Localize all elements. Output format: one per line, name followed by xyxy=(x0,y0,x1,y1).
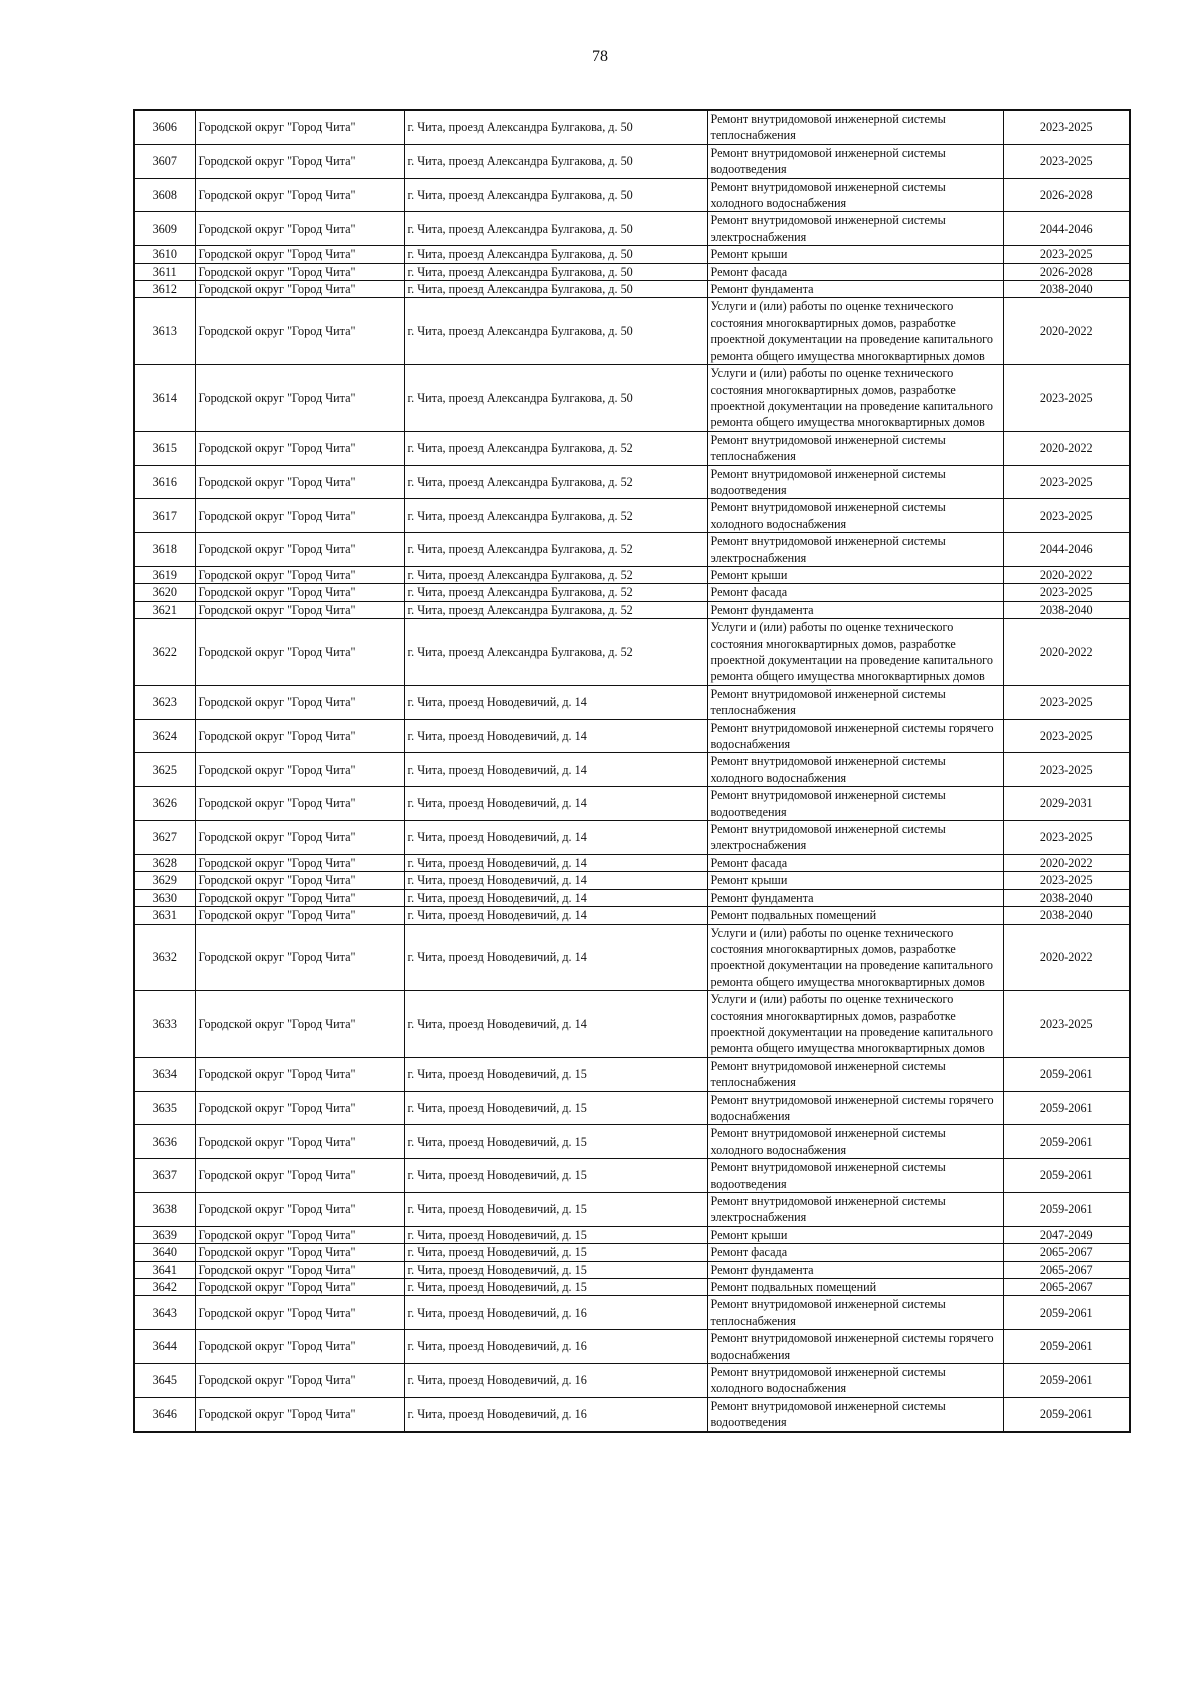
table-row xyxy=(134,1397,1130,1431)
cell-address: г. Чита, проезд Александра Булгакова, д. 50 xyxy=(404,144,707,178)
cell-address: г. Чита, проезд Александра Булгакова, д. 52 xyxy=(404,619,707,686)
cell-period: 2020-2022 xyxy=(1003,298,1130,365)
table-row xyxy=(134,365,1130,432)
cell-work-type: Ремонт подвальных помещений xyxy=(707,1279,1003,1296)
cell-number: 3614 xyxy=(134,365,195,432)
cell-address: г. Чита, проезд Новодевичий, д. 16 xyxy=(404,1296,707,1330)
table-row xyxy=(134,1296,1130,1330)
cell-number: 3615 xyxy=(134,431,195,465)
cell-period: 2023-2025 xyxy=(1003,719,1130,753)
cell-number: 3616 xyxy=(134,465,195,499)
table-row xyxy=(134,566,1130,583)
cell-address: г. Чита, проезд Александра Булгакова, д. 52 xyxy=(404,584,707,601)
cell-number: 3632 xyxy=(134,924,195,991)
cell-municipality: Городской округ "Город Чита" xyxy=(195,1330,404,1364)
cell-municipality: Городской округ "Город Чита" xyxy=(195,685,404,719)
table-row xyxy=(134,178,1130,212)
cell-period: 2023-2025 xyxy=(1003,753,1130,787)
cell-address: г. Чита, проезд Новодевичий, д. 15 xyxy=(404,1091,707,1125)
table-row xyxy=(134,533,1130,567)
table-row xyxy=(134,1193,1130,1227)
cell-number: 3629 xyxy=(134,872,195,889)
cell-number: 3618 xyxy=(134,533,195,567)
cell-work-type: Ремонт фасада xyxy=(707,854,1003,871)
cell-work-type: Ремонт фасада xyxy=(707,584,1003,601)
cell-address: г. Чита, проезд Новодевичий, д. 15 xyxy=(404,1244,707,1261)
cell-municipality: Городской округ "Город Чита" xyxy=(195,465,404,499)
cell-number: 3620 xyxy=(134,584,195,601)
cell-work-type: Ремонт внутридомовой инженерной системы горячего водоснабжения xyxy=(707,1091,1003,1125)
cell-municipality: Городской округ "Город Чита" xyxy=(195,1296,404,1330)
cell-municipality: Городской округ "Город Чита" xyxy=(195,1364,404,1398)
cell-work-type: Ремонт внутридомовой инженерной системы теплоснабжения xyxy=(707,1296,1003,1330)
cell-address: г. Чита, проезд Новодевичий, д. 14 xyxy=(404,821,707,855)
table-row xyxy=(134,212,1130,246)
cell-period: 2023-2025 xyxy=(1003,991,1130,1058)
cell-period: 2059-2061 xyxy=(1003,1397,1130,1431)
cell-municipality: Городской округ "Город Чита" xyxy=(195,821,404,855)
cell-number: 3623 xyxy=(134,685,195,719)
cell-address: г. Чита, проезд Александра Булгакова, д. 52 xyxy=(404,601,707,618)
cell-address: г. Чита, проезд Новодевичий, д. 14 xyxy=(404,787,707,821)
cell-period: 2023-2025 xyxy=(1003,872,1130,889)
cell-municipality: Городской округ "Город Чита" xyxy=(195,1279,404,1296)
cell-work-type: Ремонт внутридомовой инженерной системы холодного водоснабжения xyxy=(707,753,1003,787)
cell-municipality: Городской округ "Город Чита" xyxy=(195,1244,404,1261)
cell-municipality: Городской округ "Город Чита" xyxy=(195,1091,404,1125)
cell-period: 2059-2061 xyxy=(1003,1091,1130,1125)
cell-number: 3627 xyxy=(134,821,195,855)
cell-address: г. Чита, проезд Новодевичий, д. 15 xyxy=(404,1125,707,1159)
cell-work-type: Ремонт внутридомовой инженерной системы теплоснабжения xyxy=(707,110,1003,144)
cell-municipality: Городской округ "Город Чита" xyxy=(195,584,404,601)
cell-address: г. Чита, проезд Новодевичий, д. 14 xyxy=(404,991,707,1058)
cell-work-type: Ремонт внутридомовой инженерной системы водоотведения xyxy=(707,787,1003,821)
cell-municipality: Городской округ "Город Чита" xyxy=(195,178,404,212)
cell-number: 3609 xyxy=(134,212,195,246)
cell-address: г. Чита, проезд Новодевичий, д. 15 xyxy=(404,1279,707,1296)
cell-work-type: Ремонт крыши xyxy=(707,872,1003,889)
table-row xyxy=(134,144,1130,178)
cell-municipality: Городской округ "Город Чита" xyxy=(195,298,404,365)
cell-municipality: Городской округ "Город Чита" xyxy=(195,1057,404,1091)
cell-address: г. Чита, проезд Новодевичий, д. 14 xyxy=(404,889,707,906)
cell-municipality: Городской округ "Город Чита" xyxy=(195,1261,404,1278)
cell-period: 2038-2040 xyxy=(1003,889,1130,906)
cell-period: 2023-2025 xyxy=(1003,821,1130,855)
cell-number: 3619 xyxy=(134,566,195,583)
table-row xyxy=(134,991,1130,1058)
cell-work-type: Ремонт внутридомовой инженерной системы теплоснабжения xyxy=(707,1057,1003,1091)
table-row xyxy=(134,619,1130,686)
table-row xyxy=(134,821,1130,855)
cell-address: г. Чита, проезд Александра Булгакова, д. 52 xyxy=(404,431,707,465)
cell-municipality: Городской округ "Город Чита" xyxy=(195,1397,404,1431)
table-row xyxy=(134,1330,1130,1364)
cell-period: 2023-2025 xyxy=(1003,685,1130,719)
cell-address: г. Чита, проезд Александра Булгакова, д. 52 xyxy=(404,566,707,583)
cell-period: 2059-2061 xyxy=(1003,1296,1130,1330)
cell-work-type: Ремонт подвальных помещений xyxy=(707,907,1003,924)
cell-work-type: Ремонт внутридомовой инженерной системы электроснабжения xyxy=(707,212,1003,246)
cell-number: 3611 xyxy=(134,263,195,280)
table-row xyxy=(134,281,1130,298)
cell-period: 2038-2040 xyxy=(1003,601,1130,618)
cell-address: г. Чита, проезд Новодевичий, д. 14 xyxy=(404,854,707,871)
cell-work-type: Ремонт крыши xyxy=(707,566,1003,583)
table-row xyxy=(134,889,1130,906)
cell-address: г. Чита, проезд Александра Булгакова, д. 50 xyxy=(404,110,707,144)
cell-municipality: Городской округ "Город Чита" xyxy=(195,263,404,280)
cell-work-type: Ремонт фасада xyxy=(707,1244,1003,1261)
cell-address: г. Чита, проезд Александра Булгакова, д. 50 xyxy=(404,246,707,263)
cell-municipality: Городской округ "Город Чита" xyxy=(195,110,404,144)
cell-municipality: Городской округ "Город Чита" xyxy=(195,431,404,465)
cell-number: 3637 xyxy=(134,1159,195,1193)
cell-work-type: Ремонт фундамента xyxy=(707,1261,1003,1278)
table-row xyxy=(134,1057,1130,1091)
table-row xyxy=(134,1091,1130,1125)
cell-number: 3639 xyxy=(134,1226,195,1243)
cell-period: 2023-2025 xyxy=(1003,110,1130,144)
cell-work-type: Ремонт внутридомовой инженерной системы горячего водоснабжения xyxy=(707,1330,1003,1364)
cell-period: 2023-2025 xyxy=(1003,246,1130,263)
cell-number: 3638 xyxy=(134,1193,195,1227)
cell-number: 3628 xyxy=(134,854,195,871)
table-row xyxy=(134,753,1130,787)
cell-municipality: Городской округ "Город Чита" xyxy=(195,872,404,889)
cell-period: 2020-2022 xyxy=(1003,619,1130,686)
cell-number: 3643 xyxy=(134,1296,195,1330)
cell-address: г. Чита, проезд Новодевичий, д. 14 xyxy=(404,719,707,753)
cell-address: г. Чита, проезд Александра Булгакова, д. 52 xyxy=(404,499,707,533)
cell-period: 2059-2061 xyxy=(1003,1159,1130,1193)
cell-period: 2020-2022 xyxy=(1003,566,1130,583)
table-row xyxy=(134,1279,1130,1296)
cell-number: 3626 xyxy=(134,787,195,821)
cell-work-type: Услуги и (или) работы по оценке технического состояния многоквартирных домов, разработке проектной документации на проведение капитального ремонта общего имущества многоквартирных домов xyxy=(707,991,1003,1058)
table-row xyxy=(134,431,1130,465)
table-row xyxy=(134,263,1130,280)
cell-period: 2038-2040 xyxy=(1003,281,1130,298)
cell-municipality: Городской округ "Город Чита" xyxy=(195,281,404,298)
cell-period: 2026-2028 xyxy=(1003,178,1130,212)
cell-municipality: Городской округ "Город Чита" xyxy=(195,854,404,871)
cell-municipality: Городской округ "Город Чита" xyxy=(195,1125,404,1159)
cell-work-type: Ремонт фундамента xyxy=(707,601,1003,618)
cell-number: 3635 xyxy=(134,1091,195,1125)
cell-period: 2065-2067 xyxy=(1003,1261,1130,1278)
cell-municipality: Городской округ "Город Чита" xyxy=(195,1159,404,1193)
cell-address: г. Чита, проезд Александра Булгакова, д. 50 xyxy=(404,298,707,365)
cell-number: 3606 xyxy=(134,110,195,144)
cell-address: г. Чита, проезд Новодевичий, д. 14 xyxy=(404,924,707,991)
cell-work-type: Ремонт внутридомовой инженерной системы холодного водоснабжения xyxy=(707,1364,1003,1398)
cell-work-type: Ремонт фасада xyxy=(707,263,1003,280)
cell-number: 3622 xyxy=(134,619,195,686)
table-row xyxy=(134,1261,1130,1278)
cell-work-type: Ремонт внутридомовой инженерной системы водоотведения xyxy=(707,144,1003,178)
cell-address: г. Чита, проезд Новодевичий, д. 14 xyxy=(404,753,707,787)
cell-address: г. Чита, проезд Новодевичий, д. 14 xyxy=(404,685,707,719)
cell-work-type: Ремонт фундамента xyxy=(707,889,1003,906)
cell-period: 2059-2061 xyxy=(1003,1193,1130,1227)
cell-period: 2029-2031 xyxy=(1003,787,1130,821)
table-row xyxy=(134,499,1130,533)
cell-period: 2059-2061 xyxy=(1003,1330,1130,1364)
cell-municipality: Городской округ "Город Чита" xyxy=(195,499,404,533)
cell-municipality: Городской округ "Город Чита" xyxy=(195,601,404,618)
cell-period: 2020-2022 xyxy=(1003,854,1130,871)
cell-work-type: Услуги и (или) работы по оценке технического состояния многоквартирных домов, разработке проектной документации на проведение капитального ремонта общего имущества многоквартирных домов xyxy=(707,298,1003,365)
cell-address: г. Чита, проезд Новодевичий, д. 16 xyxy=(404,1397,707,1431)
cell-number: 3613 xyxy=(134,298,195,365)
cell-municipality: Городской округ "Город Чита" xyxy=(195,907,404,924)
cell-address: г. Чита, проезд Александра Булгакова, д. 50 xyxy=(404,281,707,298)
cell-work-type: Ремонт внутридомовой инженерной системы электроснабжения xyxy=(707,1193,1003,1227)
table-row xyxy=(134,1244,1130,1261)
cell-address: г. Чита, проезд Новодевичий, д. 15 xyxy=(404,1057,707,1091)
cell-municipality: Городской округ "Город Чита" xyxy=(195,566,404,583)
cell-address: г. Чита, проезд Новодевичий, д. 15 xyxy=(404,1226,707,1243)
cell-address: г. Чита, проезд Александра Булгакова, д. 52 xyxy=(404,465,707,499)
cell-number: 3621 xyxy=(134,601,195,618)
cell-period: 2047-2049 xyxy=(1003,1226,1130,1243)
cell-work-type: Ремонт внутридомовой инженерной системы теплоснабжения xyxy=(707,685,1003,719)
cell-period: 2065-2067 xyxy=(1003,1244,1130,1261)
table-body xyxy=(134,110,1130,1432)
cell-work-type: Ремонт внутридомовой инженерной системы холодного водоснабжения xyxy=(707,178,1003,212)
cell-number: 3644 xyxy=(134,1330,195,1364)
cell-work-type: Ремонт внутридомовой инженерной системы электроснабжения xyxy=(707,821,1003,855)
cell-work-type: Ремонт фундамента xyxy=(707,281,1003,298)
cell-period: 2059-2061 xyxy=(1003,1364,1130,1398)
cell-number: 3636 xyxy=(134,1125,195,1159)
cell-number: 3630 xyxy=(134,889,195,906)
page-number: 78 xyxy=(592,48,608,65)
table-row xyxy=(134,1364,1130,1398)
cell-number: 3634 xyxy=(134,1057,195,1091)
cell-work-type: Услуги и (или) работы по оценке технического состояния многоквартирных домов, разработке проектной документации на проведение капитального ремонта общего имущества многоквартирных домов xyxy=(707,924,1003,991)
table-row xyxy=(134,601,1130,618)
cell-number: 3612 xyxy=(134,281,195,298)
cell-period: 2020-2022 xyxy=(1003,924,1130,991)
cell-period: 2038-2040 xyxy=(1003,907,1130,924)
cell-period: 2026-2028 xyxy=(1003,263,1130,280)
cell-number: 3624 xyxy=(134,719,195,753)
cell-number: 3617 xyxy=(134,499,195,533)
table-row xyxy=(134,872,1130,889)
cell-work-type: Ремонт внутридомовой инженерной системы холодного водоснабжения xyxy=(707,499,1003,533)
cell-number: 3646 xyxy=(134,1397,195,1431)
cell-address: г. Чита, проезд Александра Булгакова, д. 50 xyxy=(404,263,707,280)
cell-number: 3641 xyxy=(134,1261,195,1278)
cell-municipality: Городской округ "Город Чита" xyxy=(195,991,404,1058)
cell-address: г. Чита, проезд Новодевичий, д. 14 xyxy=(404,907,707,924)
cell-municipality: Городской округ "Город Чита" xyxy=(195,924,404,991)
cell-number: 3633 xyxy=(134,991,195,1058)
cell-work-type: Ремонт крыши xyxy=(707,246,1003,263)
table-row xyxy=(134,787,1130,821)
cell-period: 2044-2046 xyxy=(1003,533,1130,567)
cell-period: 2023-2025 xyxy=(1003,584,1130,601)
cell-period: 2020-2022 xyxy=(1003,431,1130,465)
cell-address: г. Чита, проезд Александра Булгакова, д. 50 xyxy=(404,212,707,246)
table-row xyxy=(134,854,1130,871)
table-row xyxy=(134,924,1130,991)
cell-period: 2023-2025 xyxy=(1003,465,1130,499)
cell-municipality: Городской округ "Город Чита" xyxy=(195,533,404,567)
table-row xyxy=(134,1159,1130,1193)
cell-municipality: Городской округ "Город Чита" xyxy=(195,1226,404,1243)
cell-address: г. Чита, проезд Новодевичий, д. 15 xyxy=(404,1159,707,1193)
cell-municipality: Городской округ "Город Чита" xyxy=(195,719,404,753)
cell-municipality: Городской округ "Город Чита" xyxy=(195,144,404,178)
cell-address: г. Чита, проезд Новодевичий, д. 16 xyxy=(404,1330,707,1364)
cell-work-type: Ремонт внутридомовой инженерной системы холодного водоснабжения xyxy=(707,1125,1003,1159)
cell-address: г. Чита, проезд Александра Булгакова, д. 50 xyxy=(404,178,707,212)
cell-number: 3645 xyxy=(134,1364,195,1398)
table-row xyxy=(134,1125,1130,1159)
cell-municipality: Городской округ "Город Чита" xyxy=(195,1193,404,1227)
cell-address: г. Чита, проезд Новодевичий, д. 14 xyxy=(404,872,707,889)
cell-work-type: Услуги и (или) работы по оценке технического состояния многоквартирных домов, разработке проектной документации на проведение капитального ремонта общего имущества многоквартирных домов xyxy=(707,365,1003,432)
table-row xyxy=(134,1226,1130,1243)
cell-municipality: Городской округ "Город Чита" xyxy=(195,889,404,906)
cell-work-type: Ремонт внутридомовой инженерной системы водоотведения xyxy=(707,1397,1003,1431)
cell-number: 3625 xyxy=(134,753,195,787)
cell-address: г. Чита, проезд Новодевичий, д. 16 xyxy=(404,1364,707,1398)
cell-work-type: Услуги и (или) работы по оценке технического состояния многоквартирных домов, разработке проектной документации на проведение капитального ремонта общего имущества многоквартирных домов xyxy=(707,619,1003,686)
cell-number: 3631 xyxy=(134,907,195,924)
cell-municipality: Городской округ "Город Чита" xyxy=(195,212,404,246)
cell-address: г. Чита, проезд Александра Булгакова, д. 52 xyxy=(404,533,707,567)
cell-address: г. Чита, проезд Александра Булгакова, д. 50 xyxy=(404,365,707,432)
cell-work-type: Ремонт внутридомовой инженерной системы водоотведения xyxy=(707,1159,1003,1193)
cell-municipality: Городской округ "Город Чита" xyxy=(195,753,404,787)
cell-number: 3642 xyxy=(134,1279,195,1296)
table-row xyxy=(134,298,1130,365)
table-row xyxy=(134,584,1130,601)
table-row xyxy=(134,246,1130,263)
table-row xyxy=(134,685,1130,719)
table-row xyxy=(134,110,1130,144)
cell-municipality: Городской округ "Город Чита" xyxy=(195,246,404,263)
capital-repair-table xyxy=(133,109,1131,1433)
cell-period: 2065-2067 xyxy=(1003,1279,1130,1296)
cell-period: 2023-2025 xyxy=(1003,144,1130,178)
cell-work-type: Ремонт внутридомовой инженерной системы горячего водоснабжения xyxy=(707,719,1003,753)
cell-municipality: Городской округ "Город Чита" xyxy=(195,787,404,821)
cell-period: 2059-2061 xyxy=(1003,1057,1130,1091)
cell-municipality: Городской округ "Город Чита" xyxy=(195,365,404,432)
cell-work-type: Ремонт внутридомовой инженерной системы электроснабжения xyxy=(707,533,1003,567)
cell-number: 3610 xyxy=(134,246,195,263)
cell-period: 2059-2061 xyxy=(1003,1125,1130,1159)
cell-number: 3608 xyxy=(134,178,195,212)
table-row xyxy=(134,719,1130,753)
cell-address: г. Чита, проезд Новодевичий, д. 15 xyxy=(404,1261,707,1278)
cell-work-type: Ремонт внутридомовой инженерной системы теплоснабжения xyxy=(707,431,1003,465)
cell-work-type: Ремонт крыши xyxy=(707,1226,1003,1243)
cell-period: 2044-2046 xyxy=(1003,212,1130,246)
table-row xyxy=(134,907,1130,924)
cell-period: 2023-2025 xyxy=(1003,499,1130,533)
cell-period: 2023-2025 xyxy=(1003,365,1130,432)
table-row xyxy=(134,465,1130,499)
cell-work-type: Ремонт внутридомовой инженерной системы водоотведения xyxy=(707,465,1003,499)
cell-number: 3607 xyxy=(134,144,195,178)
cell-number: 3640 xyxy=(134,1244,195,1261)
cell-address: г. Чита, проезд Новодевичий, д. 15 xyxy=(404,1193,707,1227)
cell-municipality: Городской округ "Город Чита" xyxy=(195,619,404,686)
